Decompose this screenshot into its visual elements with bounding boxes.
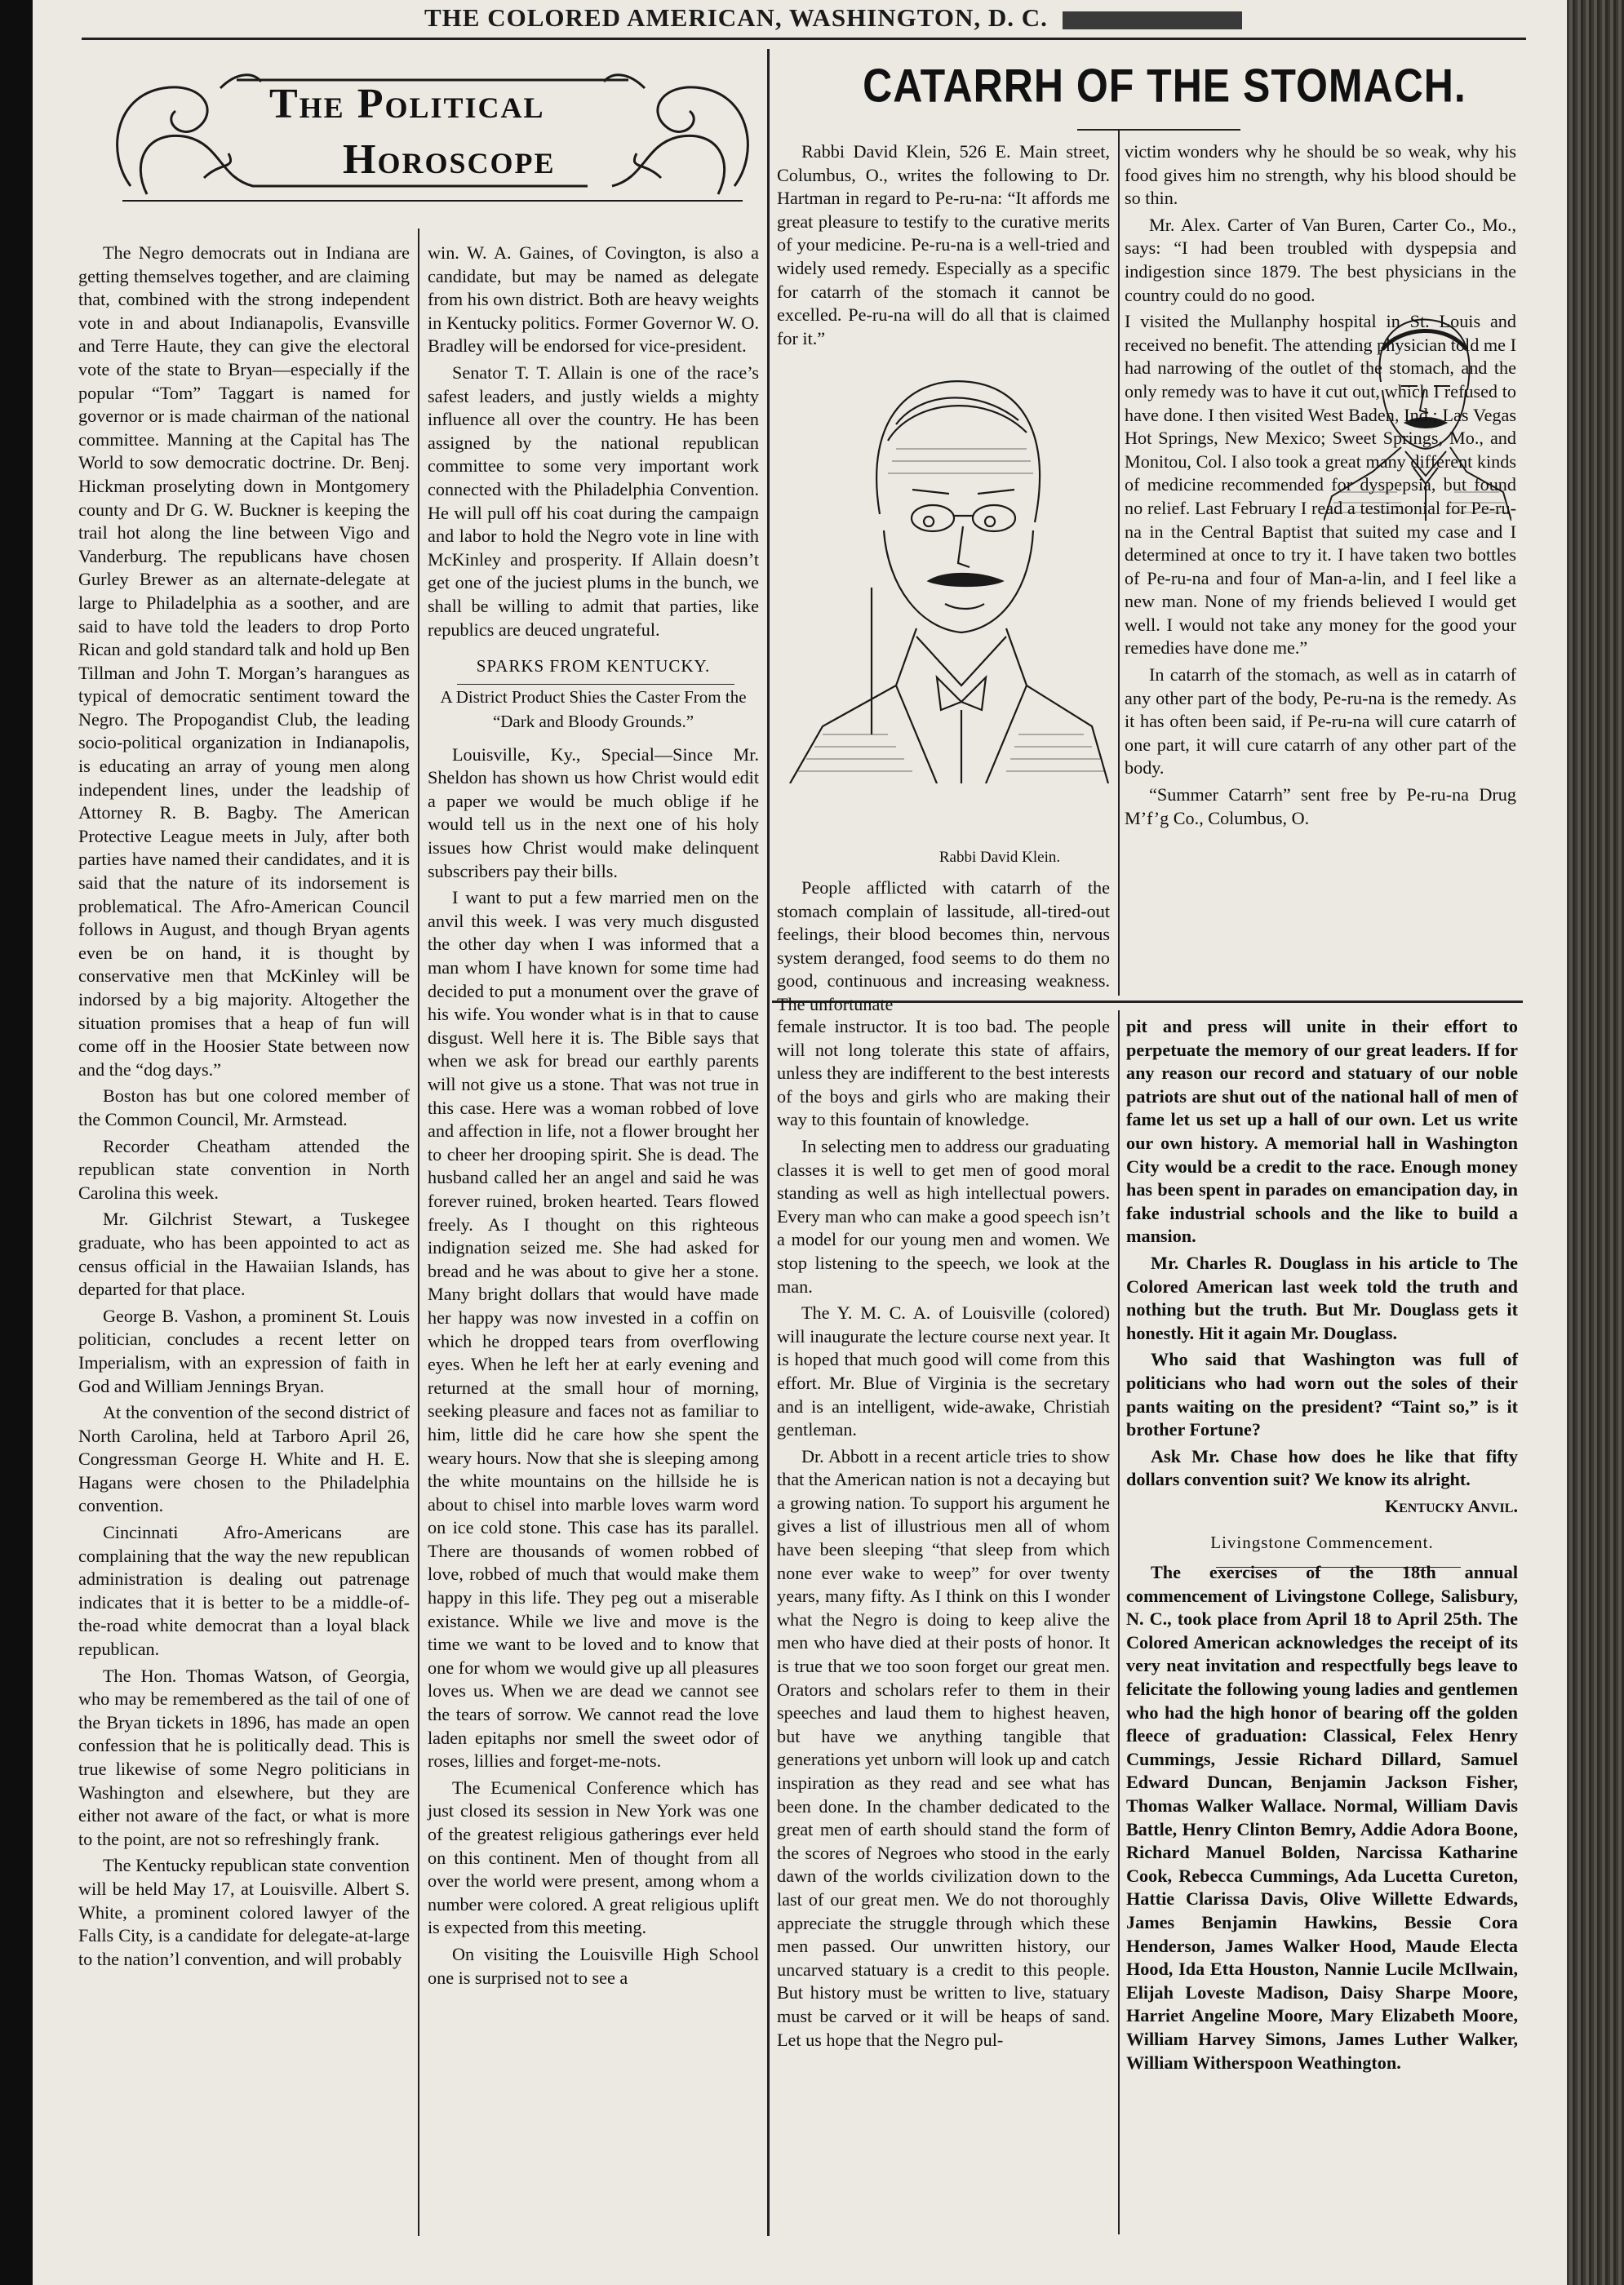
- paragraph: In catarrh of the stomach, as well as in catarrh of any other part of the body, Pe-ru-na is the remedy. As it has often been said, if Pe-ru-na will cure catarrh of one part, it will cure catarrh of any other part of the body.: [1125, 664, 1516, 779]
- paragraph: Recorder Cheatham attended the republican state convention in North Carolina this week.: [78, 1135, 410, 1203]
- catarrh-column-a-top: [777, 140, 1110, 353]
- horoscope-title-line2: Horoscope: [343, 136, 556, 183]
- sparks-heading: SPARKS FROM KENTUCKY.: [476, 656, 711, 677]
- column-1: [78, 242, 410, 1974]
- catarrh-column-a-bottom: [777, 876, 1110, 1020]
- newspaper-page: [33, 0, 1567, 2285]
- paragraph: Dr. Abbott in a recent article tries to show that the American nation is not a decaying but a growing nation. To support his argument he gives a list of illustrious men all of whom have been sleeping “that sleep from which none ever wake to weep” for over twenty years, many fifty. As I think on this I wonder what the Negro is doing to keep alive the men who have died at their posts of honor. It is true that we too soon forget our great men. Orators and scholars refer to them in their speeches and laud them to highest heaven, but have we anything tangible that generations yet unborn will look up and catch inspiration as they read and see what has been done. In the chamber dedicated to the great men of earth should stand the form of the scores of Negroes who stood in the early dawn of the worlds civilization down to the last of our great men. We do not thoroughly appreciate the struggle through which these men passed. Our unwritten history, our uncarved statuary is a credit to this people. But history must be written to live, statuary must be carved or it will be heaps of sand. Let us hope that the Negro pul-: [777, 1445, 1110, 2050]
- paragraph: I want to put a few married men on the anvil this week. I was very much disgusted the other day when I was informed that a man whom I have known for some time had decided to put a monument over the grave of his wife. You wonder what is in that to cause disgust. Well here it is. The Bible says that when we ask for bread our earthly parents will not give us a stone. That was not true in this case. Here was a woman robbed of love and affection in life, not a flower brought her to cheer her drooping spirit. She is dead. The husband called her an angel and said he was forever ruined, broken hearted. Tears flowed freely. As I thought on this righteous indignation seized me. She had asked for bread and he was about to give her a stone. Many bright dollars that would have made her happy was now invested in a coffin on which he dropped tears from overflowing eyes. When he left her at early evening and returned at the small hour of morning, seeking pleasure and faces not as familiar to him, little did he care how she spent the weary hours. Now that she is sleeping among the white mountains on the hillside he is about to chisel into marble loves warm word on ice cold stone. This case has its parallel. There are thousands of women robbed of love, robbed of much that would make them happy in this life. They peg out a miserable existance. While we live and move is the time we want to be loved and to know that one for whom we would give up all pleasures loves us. When we are dead we cannot see the tears of sorrow. We cannot read the love laden epitaphs nor smell the sweet odor of roses, lillies and forget-me-nots.: [428, 887, 759, 1772]
- headline-rule: [1077, 129, 1240, 131]
- paragraph: “Summer Catarrh” sent free by Pe-ru-na Drug M’f’g Co., Columbus, O.: [1125, 784, 1516, 828]
- paragraph: People afflicted with catarrh of the stomach complain of lassitude, all-tired-out feelings, their blood becomes thin, nervous system deranged, food seems to do them no good, continuous and increasing weakness. The unfortunate: [777, 877, 1110, 1014]
- paragraph: The Y. M. C. A. of Louisville (colored) will inaugurate the lecture course next year. It is hoped that much good will come from this effort. Mr. Blue of Virginia is the secretary and is an intelligent, wide-awake, Christiah gentleman.: [777, 1302, 1110, 1440]
- sparks-deck: A District Product Shies the Caster From the “Dark and Bloody Grounds.”: [440, 686, 747, 731]
- paragraph: I visited the Mullanphy hospital in St. Louis and received no benefit. The attending physician told me I had narrowing of the outlet of the stomach, and the only remedy was to have it cut out, which I refused to have done. I then visited West Baden, Ind.; Las Vegas Hot Springs, New Mexico; Sweet Springs, Mo., and Monitou, Col. I also took a great many different kinds of medicine recommended for dyspepsia, but found no relief. Last February I read a testimonial for Pe-ru-na in the Central Baptist that suited my case and I determined at once to try it. I have taken two bottles of Pe-ru-na and four of Man-a-lin, and I feel like a new man. None of my friends believed I would get well. I would not take any money for the good your remedies have done me.”: [1125, 311, 1516, 659]
- paragraph: pit and press will unite in their effort to perpetuate the memory of our great leaders. If for any reason our record and statuary of our noble patriots are shut out of the national hall of men of fame let us set up a hall of our own. Let us write our own history. A memorial hall in Washington City would be a credit to the race. Enough money has been spent in parades on emancipation day, in fake industrial schools and the like to build a mansion.: [1126, 1016, 1518, 1247]
- masthead: THE COLORED AMERICAN, WASHINGTON, D. C.: [424, 3, 1518, 36]
- paragraph: George B. Vashon, a prominent St. Louis politician, concludes a recent letter on Imperialism, with an expression of faith in God and William Jennings Bryan.: [78, 1305, 410, 1396]
- book-edge: [1567, 0, 1624, 2285]
- paragraph: On visiting the Louisville High School one is surprised not to see a: [428, 1943, 759, 1988]
- column-2: [428, 242, 759, 1993]
- signature: Kentucky Anvil.: [1384, 1495, 1518, 1516]
- paragraph: The Ecumenical Conference which has just closed its session in New York was one of the greatest religious gatherings ever held on this continent. Men of thought from all over the world were present, among whom a number were colored. A great religious uplift is expected from this meeting.: [428, 1777, 759, 1938]
- paragraph: Ask Mr. Chase how does he like that fifty dollars convention suit? We know its alright.: [1126, 1445, 1518, 1490]
- rabbi-portrait-icon: [774, 343, 1116, 783]
- column-rule: [1118, 131, 1120, 996]
- paragraph: The Negro democrats out in Indiana are getting themselves together, and are claiming that, combined with the strong independent vote in and about Indianapolis, Evansville and Terre Haute, they can give the electoral vote of the state to Bryan—especially if the popular “Tom” Taggart is named for governor or is made chairman of the national committee. Manning at the Capital has The World to sow democratic doctrine. Dr. Benj. Hickman proselyting down in Montgomery county and Dr G. W. Buckner is keeping the trail hot along the line between Vigo and Vanderburg. The republicans have chosen Gurley Brewer as an alternate-delegate at large to Philadelphia as a soother, and are said to have told the leaders to drop Porto Rican and gold standard talk and hold up Ben Tillman and John T. Morgan’s harangues as typical of democratic sentiment toward the Negro. The Propogandist Club, the leading socio-political organization in Indianapolis, is educating an array of young men along independent lines, under the leadship of Attorney R. B. Bagby. The American Protective League meets in July, after both parties have named their candidates, and it is said that the nature of its indorsement is problematical. The Afro-American Council follows in August, and though Bryan agents even be on hand, it is thought by conservative men that McKinley will be indorsed by a big majority. Altogether the situation promises that a heap of fun will come off in the Hoosier State between now and the “dog days.”: [78, 242, 410, 1080]
- ink-smudge: [1063, 11, 1242, 29]
- paragraph: The Kentucky republican state convention will be held May 17, at Louisville. Albert S. White, a prominent colored lawyer of the Falls City, is a candidate for delegate-at-large to the nation’l convention, and will probably: [78, 1855, 410, 1969]
- paragraph: female instructor. It is too bad. The people will not long tolerate this state of affairs, unless they are indifferent to the best interests of the boys and girls who are making their way to this fountain of knowledge.: [777, 1016, 1110, 1130]
- paragraph: Mr. Alex. Carter of Van Buren, Carter Co., Mo., says: “I had been troubled with dyspepsia and indigestion since 1879. The best physicians in the country could do no good.: [1125, 214, 1516, 305]
- paragraph: Rabbi David Klein, 526 E. Main street, Columbus, O., writes the following to Dr. Hartman in regard to Pe-ru-na: “It affords me great pleasure to testify to the curative merits of your medicine. Pe-ru-na is a well-tried and widely used remedy. Especially as a specific for catarrh of the stomach it cannot be excelled. Pe-ru-na will do all that is claimed for it.”: [777, 141, 1110, 348]
- portrait-caption: Rabbi David Klein.: [938, 849, 1061, 866]
- column-rule: [418, 228, 419, 2236]
- paragraph: Mr. Charles R. Douglass in his article to The Colored American last week told the truth and nothing but the truth. But Mr. Douglass gets it honestly. Hit it again Mr. Douglass.: [1126, 1252, 1518, 1343]
- column-rule: [767, 49, 770, 2236]
- paragraph: Who said that Washington was full of politicians who had worn out the soles of their pants waiting on the president? “Taint so,” is it brother Fortune?: [1126, 1349, 1518, 1440]
- paragraph: Boston has but one colored member of the Common Council, Mr. Armstead.: [78, 1085, 410, 1129]
- horoscope-title: [98, 64, 767, 207]
- paragraph: Mr. Gilchrist Stewart, a Tuskegee graduate, who has been appointed to act as census official in the Hawaiian Islands, has departed for that place.: [78, 1209, 410, 1300]
- catarrh-column-b: [1125, 140, 1516, 833]
- column-3: [777, 1015, 1110, 2055]
- paragraph: The Hon. Thomas Watson, of Georgia, who may be remembered as the tail of one of the Bryan tickets in 1896, has made an open confession that he is politically dead. This is true likewise of some Negro politicians in Washington and elsewhere, but they are either not aware of the fact, or what is more to the point, are not so refreshingly frank.: [78, 1665, 410, 1849]
- paragraph: victim wonders why he should be so weak, why his food gives him no strength, why his blood should be so thin.: [1125, 141, 1516, 209]
- horoscope-title-line1: The Political: [269, 81, 545, 127]
- paragraph: The exercises of the 18th annual commencement of Livingstone College, Salisbury, N. C., took place from April 18 to April 25th. The Colored American acknowledges the receipt of its very neat invitation and respectfully begs leave to felicitate the following young ladies and gentlemen who had the high honor of bearing off the golden fleece of graduation: Classical, Felex Henry Cummings, Jessie Richard Dillard, Samuel Edward Duncan, Benjamin Jackson Fisher, Thomas Walker Wallace. Normal, William Davis Battle, Henry Clinton Bemry, Addie Adora Boone, Richard Manuel Bolden, Narcissa Katharine Cook, Rebecca Cummings, Ada Lucetta Cureton, Hattie Clarissa Davis, Olive Willette Edwards, James Benjamin Hawkins, Bessie Cora Henderson, James Walker Hood, Maude Electa Hood, Ida Etta Houston, Nannie Lucile McIlwain, Elijah Loveste Madison, Daisy Sharpe Moore, Harriet Angeline Moore, Mary Elizabeth Moore, William Harvey Simons, James Luther Walker, William Witherspoon Weathington.: [1126, 1562, 1518, 2073]
- column-rule: [1118, 1010, 1120, 2234]
- column-4: [1126, 1015, 1518, 2078]
- paragraph: At the convention of the second district of North Carolina, held at Tarboro April 26, Congressman George H. White and H. E. Hagans were chosen to the Philadelphia convention.: [78, 1402, 410, 1516]
- livingstone-heading: Livingstone Commencement.: [1210, 1533, 1434, 1553]
- catarrh-headline: CATARRH OF THE STOMACH.: [863, 59, 1466, 113]
- paragraph: In selecting men to address our graduating classes it is well to get men of good moral standing as well as high intellectual powers. Every man who can make a good speech isn’t a model for our young men and women. We stop listening to the speech, we look at the man.: [777, 1135, 1110, 1297]
- paragraph: Senator T. T. Allain is one of the race’s safest leaders, and justly wields a mighty influence all over the country. He has been assigned by the national republican committee to some very important work connected with the Philadelphia Convention. He will pull off his coat during the campaign and labor to hold the Negro vote in line with McKinley and prosperity. If Allain doesn’t get one of the juciest plums in the bunch, we shall be willing to admit that parties, like republics are deuced ungrateful.: [428, 362, 759, 640]
- paragraph: Cincinnati Afro-Americans are complaining that the way the new republican administration is dealing out patrenage indicates that it is better to be a middle-of-the-road white democrat than a loyal black republican.: [78, 1522, 410, 1660]
- horoscope-banner: [98, 64, 767, 207]
- paragraph: win. W. A. Gaines, of Covington, is also a candidate, but may be named as delegate from his own district. Both are heavy weights in Kentucky politics. Former Governor W. O. Bradley will be endorsed for vice-president.: [428, 242, 759, 357]
- masthead-rule: [82, 38, 1526, 40]
- paragraph: Louisville, Ky., Special—Since Mr. Sheldon has shown us how Christ would edit a paper we would be much oblige if he would tell us in the next one of his holy issues how Christ would make delinquent subscribers pay their bills.: [428, 743, 759, 881]
